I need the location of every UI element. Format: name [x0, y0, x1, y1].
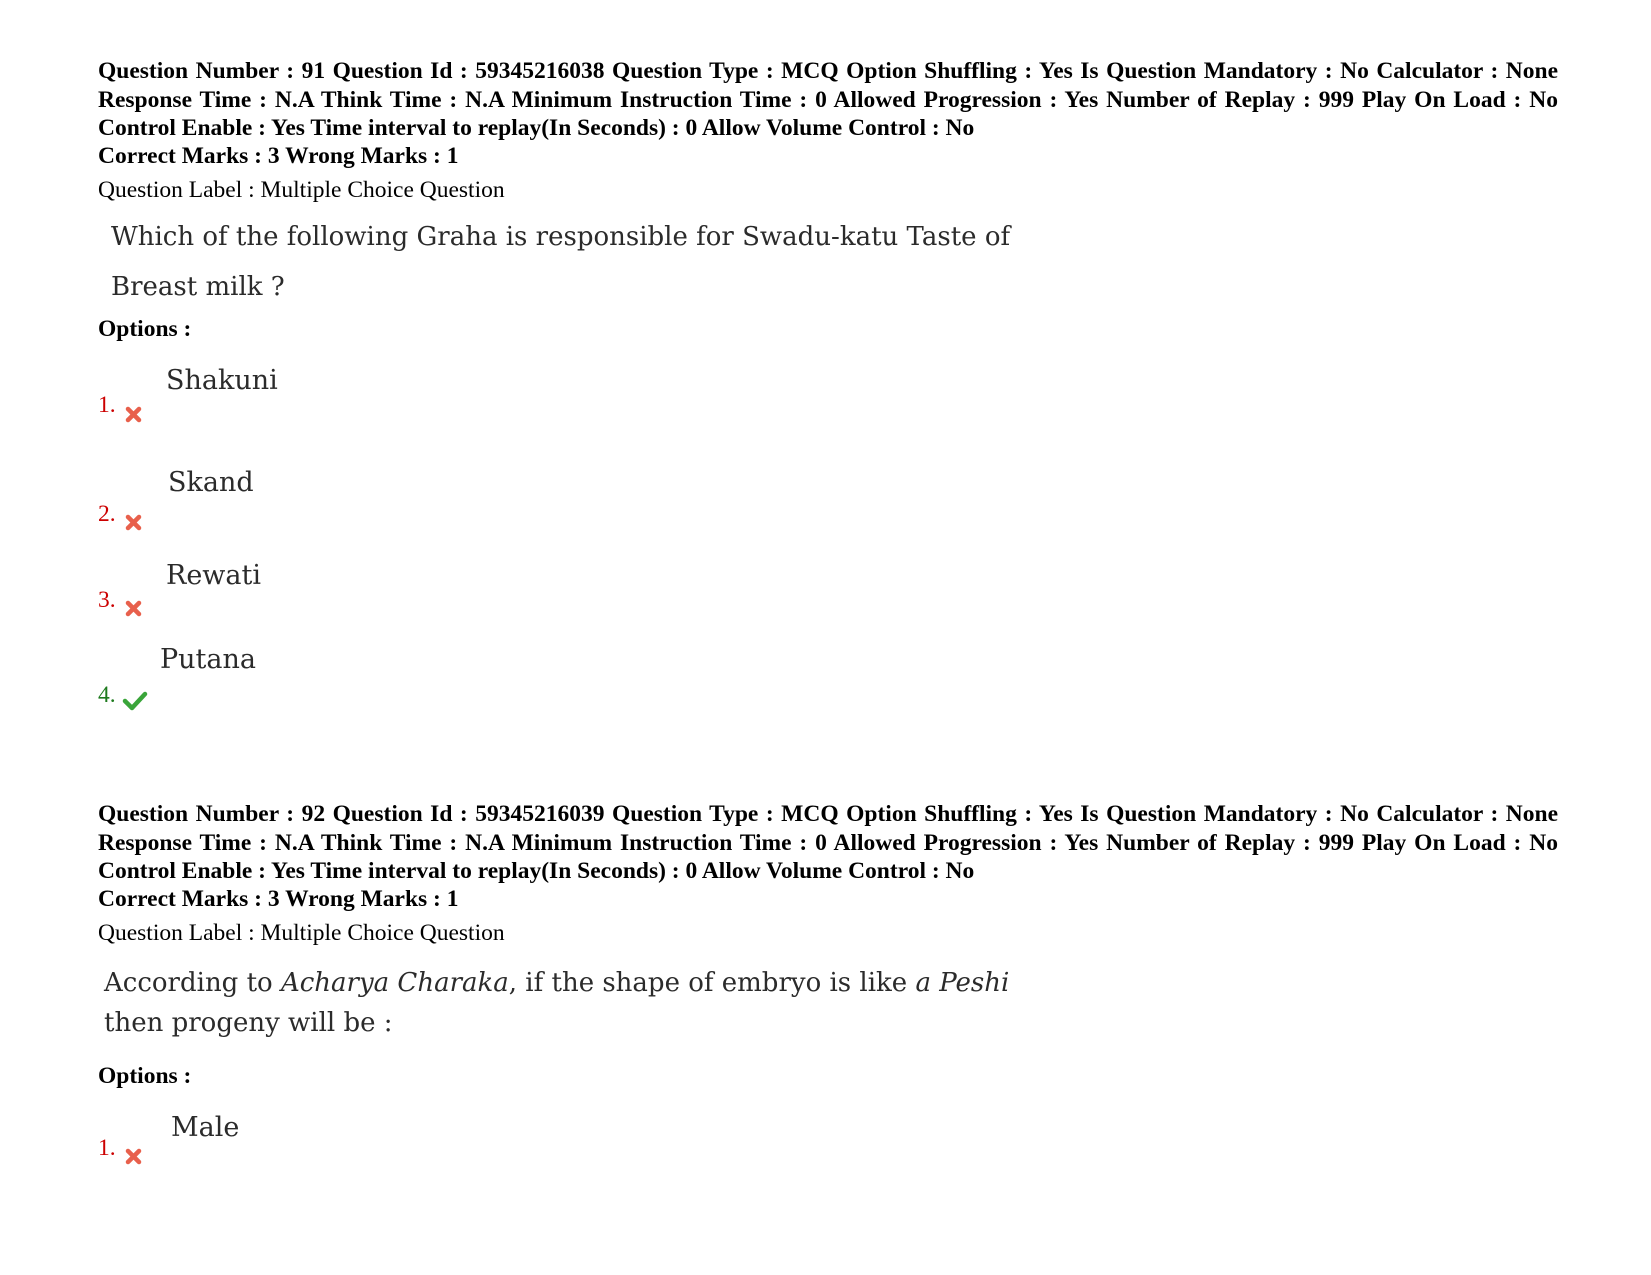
option-number: 2. [98, 501, 116, 527]
cross-icon [124, 598, 144, 618]
question-92-marks: Correct Marks : 3 Wrong Marks : 1 [98, 886, 459, 912]
cross-icon [124, 404, 144, 424]
option-number: 1. [98, 1135, 116, 1161]
option-number: 4. [98, 682, 116, 708]
option-text: Skand [168, 467, 254, 498]
question-91-text-line1: Which of the following Graha is responsible for Swadu-katu Taste of [111, 222, 1011, 252]
question-91-text-line2: Breast milk ? [111, 272, 285, 302]
option-text: Male [171, 1112, 240, 1143]
option-number: 1. [98, 392, 116, 418]
check-icon [122, 690, 148, 712]
question-91-meta: Question Number : 91 Question Id : 59345216038 Question Type : MCQ Option Shuffling : Yes Is Question Mandatory : No Calculator : None Response Time : N.A Think Time : N.A Minimum Instruction Time : 0 Allowed Progression : Yes Number of Replay : 999 Play On Load : No Control Enable : Yes Time interval to replay(In Seconds) : 0 Allow Volume Control : No [98, 58, 1558, 141]
question-92-text-italic: Acharya Charaka [280, 968, 509, 998]
option-text: Rewati [166, 560, 262, 591]
question-92-text-line1 [104, 968, 1009, 998]
question-92-text-line2: then progeny will be : [104, 1008, 393, 1038]
cross-icon [124, 512, 144, 532]
option-number: 3. [98, 587, 116, 613]
question-92-text-part: , if the shape of embryo is like [508, 968, 916, 998]
question-91-options-heading: Options : [98, 316, 192, 342]
question-91-label: Question Label : Multiple Choice Question [98, 177, 505, 203]
question-92-meta: Question Number : 92 Question Id : 59345216039 Question Type : MCQ Option Shuffling : Yes Is Question Mandatory : No Calculator : None Response Time : N.A Think Time : N.A Minimum Instruction Time : 0 Allowed Progression : Yes Number of Replay : 999 Play On Load : No Control Enable : Yes Time interval to replay(In Seconds) : 0 Allow Volume Control : No [98, 801, 1558, 884]
question-91-marks: Correct Marks : 3 Wrong Marks : 1 [98, 143, 459, 169]
question-92-options-heading: Options : [98, 1063, 192, 1089]
option-text: Putana [160, 644, 256, 675]
option-text: Shakuni [166, 365, 278, 396]
question-92-text-italic: a Peshi [915, 968, 1010, 998]
cross-icon [124, 1146, 144, 1166]
question-92-label: Question Label : Multiple Choice Question [98, 920, 505, 946]
question-92-text-part: According to [104, 968, 281, 998]
